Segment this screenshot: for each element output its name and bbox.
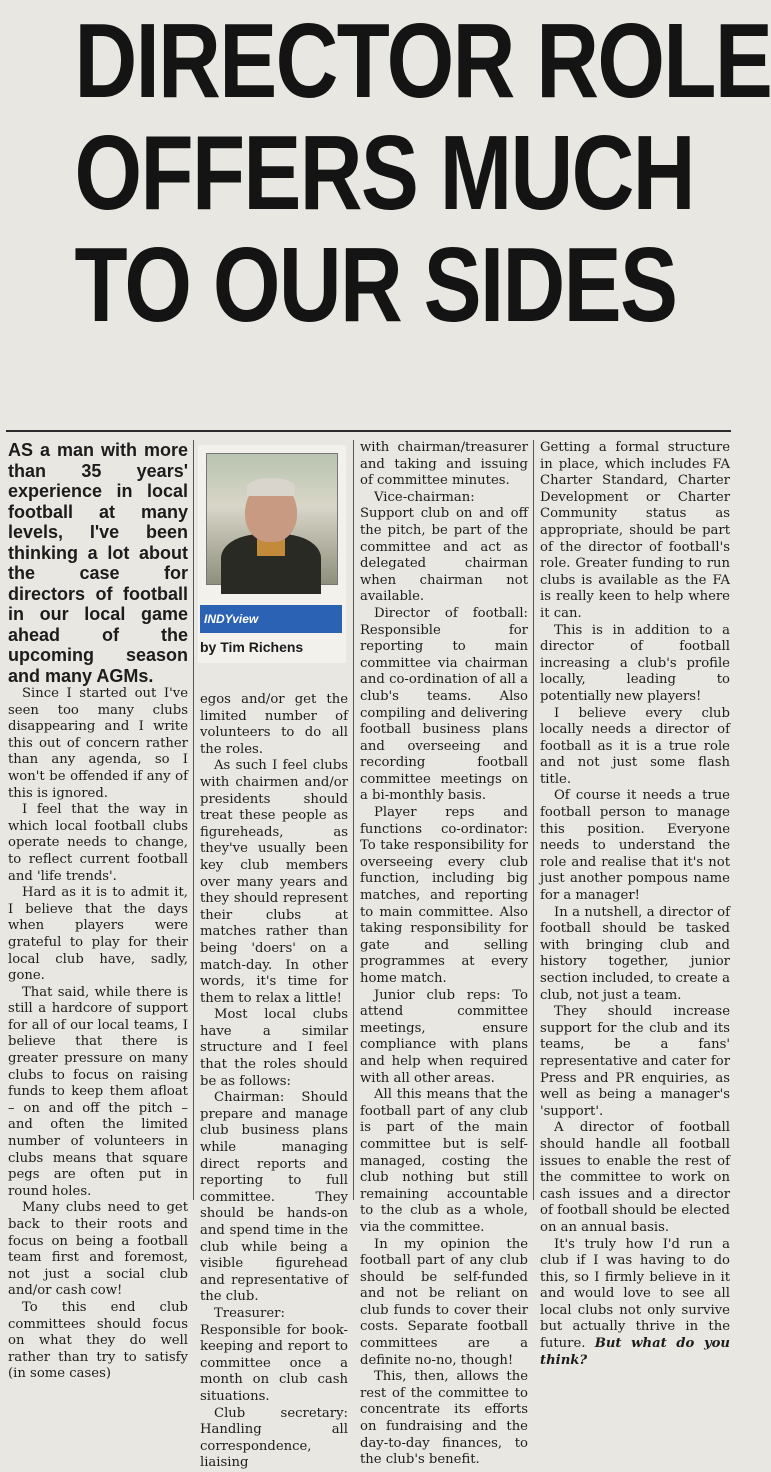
col1-paragraph: I feel that the way in which local football clubs operate needs to change, to reflect current football and 'life trends'. bbox=[8, 802, 188, 884]
col4-paragraph: I believe every club locally needs a director of football as it is a true role and not just some flash title. bbox=[540, 705, 730, 787]
col3-paragraph: Vice-chairman: Support club on and off the pitch, be part of the committee and act as delegated chairman when chairman not available. bbox=[360, 489, 528, 605]
col2-paragraph: Treasurer: Responsible for book-keeping and report to committee once a month on club cash situations. bbox=[200, 1305, 348, 1404]
col3-paragraph: All this means that the football part of any club is part of the main committee but is self-managed, costing the club nothing but still remaining accountable to the club as a whole, via the committee. bbox=[360, 1087, 528, 1235]
col3-paragraph: In my opinion the football part of any club should be self-funded and not be reliant on club funds to cover their costs. Separate football committees are a definite no-no, though! bbox=[360, 1236, 528, 1368]
col2-paragraph: egos and/or get the limited number of volunteers to do all the roles. bbox=[200, 692, 348, 757]
column-3 bbox=[360, 440, 528, 1468]
col2-paragraph: As such I feel clubs with chairmen and/or presidents should treat these people as figureheads, as they've usually been key club members over many years and they should represent their clubs at matches rather than being 'doers' on a match-day. In other words, it's time for them to relax a little! bbox=[200, 758, 348, 1006]
col4-paragraph: In a nutshell, a director of football should be tasked with bringing club and history together, junior section included, to create a club, not just a team. bbox=[540, 904, 730, 1003]
col1-paragraph: To this end club committees should focus on what they do well rather than try to satisfy (in some cases) bbox=[8, 1299, 188, 1382]
col3-paragraph: Director of football: Responsible for reporting to main committee via chairman and co-ordination of all a club's teams. Also compiling and delivering football business plans and overseeing and recording football committee meetings on a bi-monthly basis. bbox=[360, 605, 528, 804]
column-divider bbox=[533, 440, 534, 1200]
col4-final-text: It's truly how I'd run a club if I was having to do this, so I firmly believe in it and would love to see all local clubs not only survive but actually thrive in the future. bbox=[540, 1236, 730, 1352]
headline-line-2: OFFERS MUCH bbox=[74, 114, 694, 232]
col3-paragraph: Junior club reps: To attend committee meetings, ensure compliance with plans and help when required with all other areas. bbox=[360, 987, 528, 1086]
byline: by Tim Richens bbox=[200, 639, 304, 655]
col2-paragraph: Most local clubs have a similar structure and I feel that the roles should be as follows: bbox=[200, 1007, 348, 1089]
column-4 bbox=[540, 440, 730, 1368]
section-tag: INDYview bbox=[200, 605, 342, 633]
column-divider bbox=[193, 440, 194, 1200]
column-1 bbox=[8, 440, 188, 1382]
col4-paragraph: Getting a formal structure in place, which includes FA Charter Standard, Charter Development or Charter Community status as appropriate, should be part of the director of football's role. Greater funding to run clubs is available as the FA is really keen to help where it can. bbox=[540, 440, 730, 621]
col3-paragraph: This, then, allows the rest of the committee to concentrate its efforts on fundraising and the day-to-day finances, to the club's benefit. bbox=[360, 1369, 528, 1468]
headline-line-3: TO OUR SIDES bbox=[74, 226, 677, 344]
lead-paragraph: AS a man with more than 35 years' experience in local football at many levels, I've been thinking a lot about the case for directors of football in our local game ahead of the upcoming season and many AGMs. bbox=[8, 440, 188, 686]
col4-paragraph: A director of football should handle all football issues to enable the rest of the committee to work on cash issues and a director of football should be elected on an annual basis. bbox=[540, 1120, 730, 1235]
author-photo bbox=[206, 453, 338, 585]
headline-rule bbox=[6, 430, 731, 432]
col1-paragraph: Many clubs need to get back to their roots and focus on being a football team first and foremost, not just a social club and/or cash cow! bbox=[8, 1200, 188, 1299]
col3-paragraph: Player reps and functions co-ordinator: To take responsibility for overseeing every club function, including big matches, and reporting to main committee. Also taking responsibility for gate and selling programmes at every home match. bbox=[360, 805, 528, 986]
col1-paragraph: Hard as it is to admit it, I believe that the days when players were grateful to play for their local club have, sadly, gone. bbox=[8, 885, 188, 984]
col4-paragraph bbox=[540, 1237, 730, 1370]
column-divider bbox=[353, 440, 354, 1200]
author-box bbox=[198, 445, 346, 663]
headline bbox=[74, 2, 771, 344]
col4-paragraph: This is in addition to a director of football increasing a club's profile locally, leading to potentially new players! bbox=[540, 622, 730, 704]
col4-paragraph: Of course it needs a true football person to manage this position. Everyone needs to understand the role and realise that it's not just another pompous name for a manager! bbox=[540, 788, 730, 904]
headline-line-1: DIRECTOR ROLE bbox=[74, 2, 771, 120]
col3-paragraph: with chairman/treasurer and taking and issuing of committee minutes. bbox=[360, 440, 528, 489]
col2-paragraph: Club secretary: Handling all correspondence, liaising bbox=[200, 1405, 348, 1471]
col2-paragraph: Chairman: Should prepare and manage club business plans while managing direct reports and reporting to full committee. They should be hands-on and spend time in the club while being a visible figurehead and representative of the club. bbox=[200, 1090, 348, 1305]
col1-paragraph: Since I started out I've seen too many clubs disappearing and I write this out of concern rather than any agenda, so I won't be offended if any of this is ignored. bbox=[8, 686, 188, 801]
closing-question: But what do you think? bbox=[540, 1336, 730, 1368]
col1-paragraph: That said, while there is still a hardcore of support for all of our local teams, I believe that there is greater pressure on many clubs to focus on raising funds to keep them afloat – on and off the pitch – and often the limited number of volunteers in clubs means that square pegs are often put in round holes. bbox=[8, 984, 188, 1199]
column-2 bbox=[200, 692, 348, 1471]
col4-paragraph: They should increase support for the club and its teams, be a fans' representative and cater for Press and PR enquiries, as well as being a manager's 'support'. bbox=[540, 1004, 730, 1119]
